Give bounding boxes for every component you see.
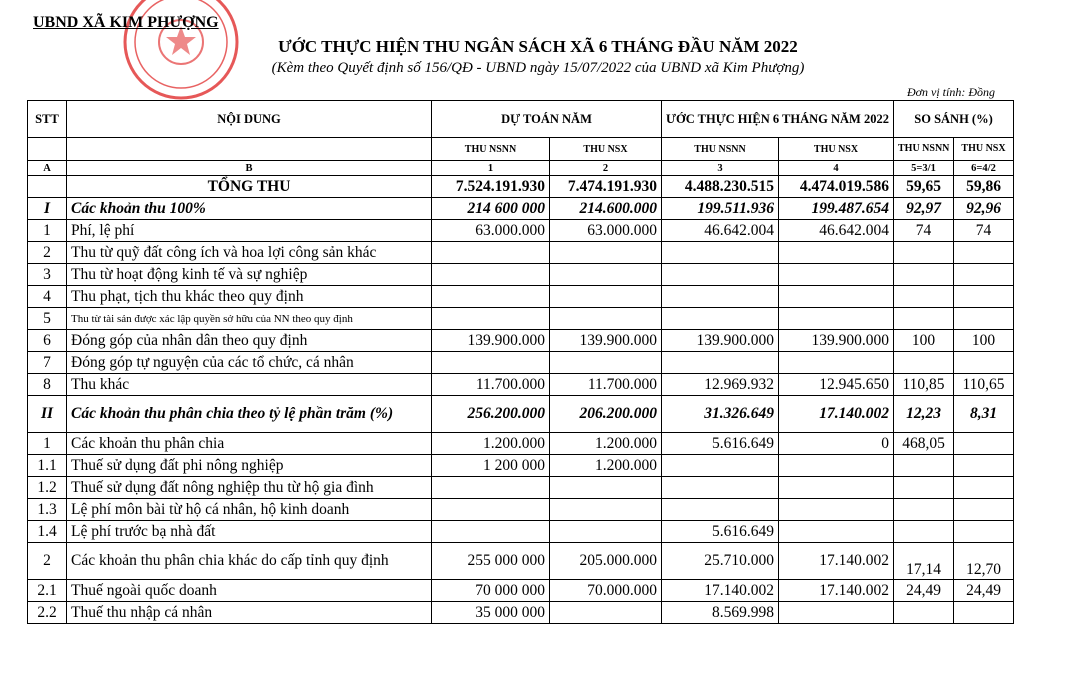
table-row	[28, 580, 1014, 602]
row-estimate-nsnn	[432, 521, 550, 543]
sub-thu-nsx-actual: THU NSX	[779, 138, 894, 161]
row-actual-nsx	[779, 477, 894, 499]
row-actual-nsx	[779, 308, 894, 330]
row-compare-nsnn: 92,97	[894, 198, 954, 220]
row-estimate-nsx	[550, 286, 662, 308]
row-content: Thu từ hoạt động kinh tế và sự nghiệp	[67, 264, 432, 286]
row-content: Thu khác	[67, 374, 432, 396]
row-stt: 8	[28, 374, 67, 396]
row-content: Thuế thu nhập cá nhân	[67, 602, 432, 624]
table-row	[28, 286, 1014, 308]
row-stt: 2.1	[28, 580, 67, 602]
row-content: Thu từ quỹ đất công ích và hoa lợi công sản khác	[67, 242, 432, 264]
row-compare-nsnn	[894, 286, 954, 308]
row-compare-nsx: 92,96	[954, 198, 1014, 220]
row-actual-nsnn: 17.140.002	[662, 580, 779, 602]
col-stt: STT	[28, 101, 67, 138]
document-title: ƯỚC THỰC HIỆN THU NGÂN SÁCH XÃ 6 THÁNG ĐẦU NĂM 2022	[278, 37, 798, 56]
row-content: Các khoản thu phân chia khác do cấp tỉnh quy định	[67, 543, 432, 580]
row-actual-nsnn: 5.616.649	[662, 521, 779, 543]
row-content: Thuế sử dụng đất phi nông nghiệp	[67, 455, 432, 477]
row-content: TỔNG THU	[67, 176, 432, 198]
row-compare-nsx: 12,70	[954, 543, 1014, 580]
row-estimate-nsnn	[432, 242, 550, 264]
row-estimate-nsnn: 35 000 000	[432, 602, 550, 624]
row-stt: 2	[28, 242, 67, 264]
row-stt: 3	[28, 264, 67, 286]
row-stt: 2.2	[28, 602, 67, 624]
row-estimate-nsx	[550, 477, 662, 499]
row-actual-nsx: 12.945.650	[779, 374, 894, 396]
row-compare-nsnn	[894, 242, 954, 264]
row-estimate-nsnn: 214 600 000	[432, 198, 550, 220]
sub-cmp-nsx: THU NSX	[954, 138, 1014, 161]
row-stt: I	[28, 198, 67, 220]
col-content: NỘI DUNG	[67, 101, 432, 138]
row-estimate-nsnn	[432, 264, 550, 286]
table-row	[28, 499, 1014, 521]
row-compare-nsx	[954, 455, 1014, 477]
row-actual-nsnn: 46.642.004	[662, 220, 779, 242]
row-actual-nsnn: 31.326.649	[662, 396, 779, 433]
row-actual-nsx: 199.487.654	[779, 198, 894, 220]
sub-thu-nsnn-actual: THU NSNN	[662, 138, 779, 161]
row-stt: 2	[28, 543, 67, 580]
row-estimate-nsx	[550, 602, 662, 624]
row-actual-nsnn	[662, 242, 779, 264]
table-row	[28, 602, 1014, 624]
row-stt: 1	[28, 220, 67, 242]
row-compare-nsnn	[894, 477, 954, 499]
row-estimate-nsnn: 11.700.000	[432, 374, 550, 396]
row-actual-nsnn	[662, 499, 779, 521]
row-compare-nsnn	[894, 455, 954, 477]
row-estimate-nsnn: 7.524.191.930	[432, 176, 550, 198]
row-estimate-nsx	[550, 242, 662, 264]
row-content: Thuế sử dụng đất nông nghiệp thu từ hộ gia đình	[67, 477, 432, 499]
row-estimate-nsnn	[432, 477, 550, 499]
row-actual-nsx: 139.900.000	[779, 330, 894, 352]
table-row	[28, 176, 1014, 198]
row-compare-nsnn	[894, 602, 954, 624]
table-row	[28, 330, 1014, 352]
row-stt	[28, 176, 67, 198]
table-row	[28, 396, 1014, 433]
row-actual-nsx: 0	[779, 433, 894, 455]
row-compare-nsx	[954, 499, 1014, 521]
row-compare-nsx: 8,31	[954, 396, 1014, 433]
row-actual-nsx: 46.642.004	[779, 220, 894, 242]
row-stt: 1.2	[28, 477, 67, 499]
row-compare-nsx	[954, 477, 1014, 499]
row-estimate-nsx: 206.200.000	[550, 396, 662, 433]
row-compare-nsnn	[894, 521, 954, 543]
row-estimate-nsx: 7.474.191.930	[550, 176, 662, 198]
row-content: Đóng góp của nhân dân theo quy định	[67, 330, 432, 352]
row-content: Phí, lệ phí	[67, 220, 432, 242]
row-estimate-nsx	[550, 308, 662, 330]
row-compare-nsx: 24,49	[954, 580, 1014, 602]
row-actual-nsx	[779, 521, 894, 543]
currency-unit: Đơn vị tính: Đồng	[906, 85, 995, 99]
row-content: Thu từ tài sản được xác lập quyền sở hữu của NN theo quy định	[67, 308, 432, 330]
row-estimate-nsnn: 70 000 000	[432, 580, 550, 602]
table-row	[28, 242, 1014, 264]
row-compare-nsx	[954, 433, 1014, 455]
table-row	[28, 455, 1014, 477]
row-estimate-nsnn	[432, 352, 550, 374]
col-actual: ƯỚC THỰC HIỆN 6 THÁNG NĂM 2022	[662, 101, 894, 138]
table-row	[28, 433, 1014, 455]
row-estimate-nsnn	[432, 308, 550, 330]
row-content: Thuế ngoài quốc doanh	[67, 580, 432, 602]
table-row	[28, 521, 1014, 543]
row-estimate-nsx: 205.000.000	[550, 543, 662, 580]
row-stt: 7	[28, 352, 67, 374]
row-estimate-nsnn: 139.900.000	[432, 330, 550, 352]
row-estimate-nsx	[550, 499, 662, 521]
subheader-row	[28, 138, 1014, 161]
row-compare-nsnn	[894, 352, 954, 374]
row-actual-nsx: 17.140.002	[779, 580, 894, 602]
row-estimate-nsx: 63.000.000	[550, 220, 662, 242]
row-actual-nsnn: 5.616.649	[662, 433, 779, 455]
row-compare-nsx	[954, 308, 1014, 330]
table-row	[28, 477, 1014, 499]
row-actual-nsx: 17.140.002	[779, 543, 894, 580]
row-compare-nsnn: 110,85	[894, 374, 954, 396]
row-estimate-nsx: 214.600.000	[550, 198, 662, 220]
sub-thu-nsnn: THU NSNN	[432, 138, 550, 161]
row-compare-nsx	[954, 264, 1014, 286]
row-compare-nsx: 74	[954, 220, 1014, 242]
row-actual-nsx	[779, 264, 894, 286]
row-estimate-nsx	[550, 352, 662, 374]
row-actual-nsx	[779, 242, 894, 264]
row-actual-nsnn: 8.569.998	[662, 602, 779, 624]
row-stt: 5	[28, 308, 67, 330]
row-actual-nsnn: 25.710.000	[662, 543, 779, 580]
row-actual-nsx	[779, 499, 894, 521]
row-compare-nsnn: 100	[894, 330, 954, 352]
col-compare: SO SÁNH (%)	[894, 101, 1014, 138]
sub-thu-nsx: THU NSX	[550, 138, 662, 161]
row-actual-nsnn	[662, 264, 779, 286]
row-actual-nsnn: 199.511.936	[662, 198, 779, 220]
row-compare-nsx	[954, 286, 1014, 308]
row-compare-nsnn: 24,49	[894, 580, 954, 602]
row-estimate-nsnn: 1 200 000	[432, 455, 550, 477]
row-actual-nsx: 4.474.019.586	[779, 176, 894, 198]
table-row	[28, 308, 1014, 330]
row-compare-nsx: 110,65	[954, 374, 1014, 396]
row-compare-nsx: 100	[954, 330, 1014, 352]
row-estimate-nsnn: 1.200.000	[432, 433, 550, 455]
table-row	[28, 352, 1014, 374]
table-row	[28, 198, 1014, 220]
row-estimate-nsx: 11.700.000	[550, 374, 662, 396]
row-stt: II	[28, 396, 67, 433]
index-row: A B 1 2 3 4 5=3/1 6=4/2	[28, 161, 1014, 176]
row-estimate-nsx: 1.200.000	[550, 455, 662, 477]
row-stt: 6	[28, 330, 67, 352]
sub-cmp-nsnn: THU NSNN	[894, 138, 954, 161]
row-estimate-nsx	[550, 521, 662, 543]
row-estimate-nsnn: 256.200.000	[432, 396, 550, 433]
row-estimate-nsx: 70.000.000	[550, 580, 662, 602]
table-row	[28, 543, 1014, 580]
row-actual-nsx: 17.140.002	[779, 396, 894, 433]
table-row	[28, 374, 1014, 396]
row-actual-nsnn	[662, 455, 779, 477]
row-content: Lệ phí môn bài từ hộ cá nhân, hộ kinh doanh	[67, 499, 432, 521]
row-actual-nsx	[779, 286, 894, 308]
row-actual-nsnn: 4.488.230.515	[662, 176, 779, 198]
row-compare-nsnn	[894, 264, 954, 286]
row-content: Các khoản thu phân chia theo tỷ lệ phần trăm (%)	[67, 396, 432, 433]
organization-name: UBND XÃ KIM PHƯỢNG	[33, 14, 219, 31]
row-estimate-nsx	[550, 264, 662, 286]
row-stt: 4	[28, 286, 67, 308]
row-actual-nsx	[779, 455, 894, 477]
row-compare-nsnn	[894, 499, 954, 521]
row-content: Lệ phí trước bạ nhà đất	[67, 521, 432, 543]
row-compare-nsnn: 12,23	[894, 396, 954, 433]
row-compare-nsx: 59,86	[954, 176, 1014, 198]
row-content: Thu phạt, tịch thu khác theo quy định	[67, 286, 432, 308]
table-row	[28, 220, 1014, 242]
document-subtitle: (Kèm theo Quyết định số 156/QĐ - UBND ngày 15/07/2022 của UBND xã Kim Phượng)	[271, 60, 805, 76]
header-row	[28, 101, 1014, 138]
row-compare-nsnn: 17,14	[894, 543, 954, 580]
row-compare-nsnn	[894, 308, 954, 330]
row-compare-nsx	[954, 602, 1014, 624]
row-actual-nsnn: 12.969.932	[662, 374, 779, 396]
col-estimate: DỰ TOÁN NĂM	[432, 101, 662, 138]
row-estimate-nsx: 1.200.000	[550, 433, 662, 455]
row-estimate-nsnn: 255 000 000	[432, 543, 550, 580]
budget-table	[27, 100, 1014, 624]
row-stt: 1.4	[28, 521, 67, 543]
row-estimate-nsnn	[432, 286, 550, 308]
row-compare-nsnn: 468,05	[894, 433, 954, 455]
row-compare-nsx	[954, 242, 1014, 264]
row-estimate-nsnn	[432, 499, 550, 521]
row-compare-nsx	[954, 521, 1014, 543]
row-actual-nsx	[779, 602, 894, 624]
row-content: Các khoản thu 100%	[67, 198, 432, 220]
row-actual-nsnn: 139.900.000	[662, 330, 779, 352]
row-compare-nsx	[954, 352, 1014, 374]
row-actual-nsnn	[662, 308, 779, 330]
row-compare-nsnn: 74	[894, 220, 954, 242]
row-actual-nsnn	[662, 352, 779, 374]
row-content: Các khoản thu phân chia	[67, 433, 432, 455]
row-stt: 1	[28, 433, 67, 455]
row-stt: 1.3	[28, 499, 67, 521]
row-estimate-nsx: 139.900.000	[550, 330, 662, 352]
row-actual-nsnn	[662, 477, 779, 499]
table-row	[28, 264, 1014, 286]
row-estimate-nsnn: 63.000.000	[432, 220, 550, 242]
row-actual-nsnn	[662, 286, 779, 308]
row-stt: 1.1	[28, 455, 67, 477]
row-actual-nsx	[779, 352, 894, 374]
row-content: Đóng góp tự nguyện của các tổ chức, cá nhân	[67, 352, 432, 374]
row-compare-nsnn: 59,65	[894, 176, 954, 198]
